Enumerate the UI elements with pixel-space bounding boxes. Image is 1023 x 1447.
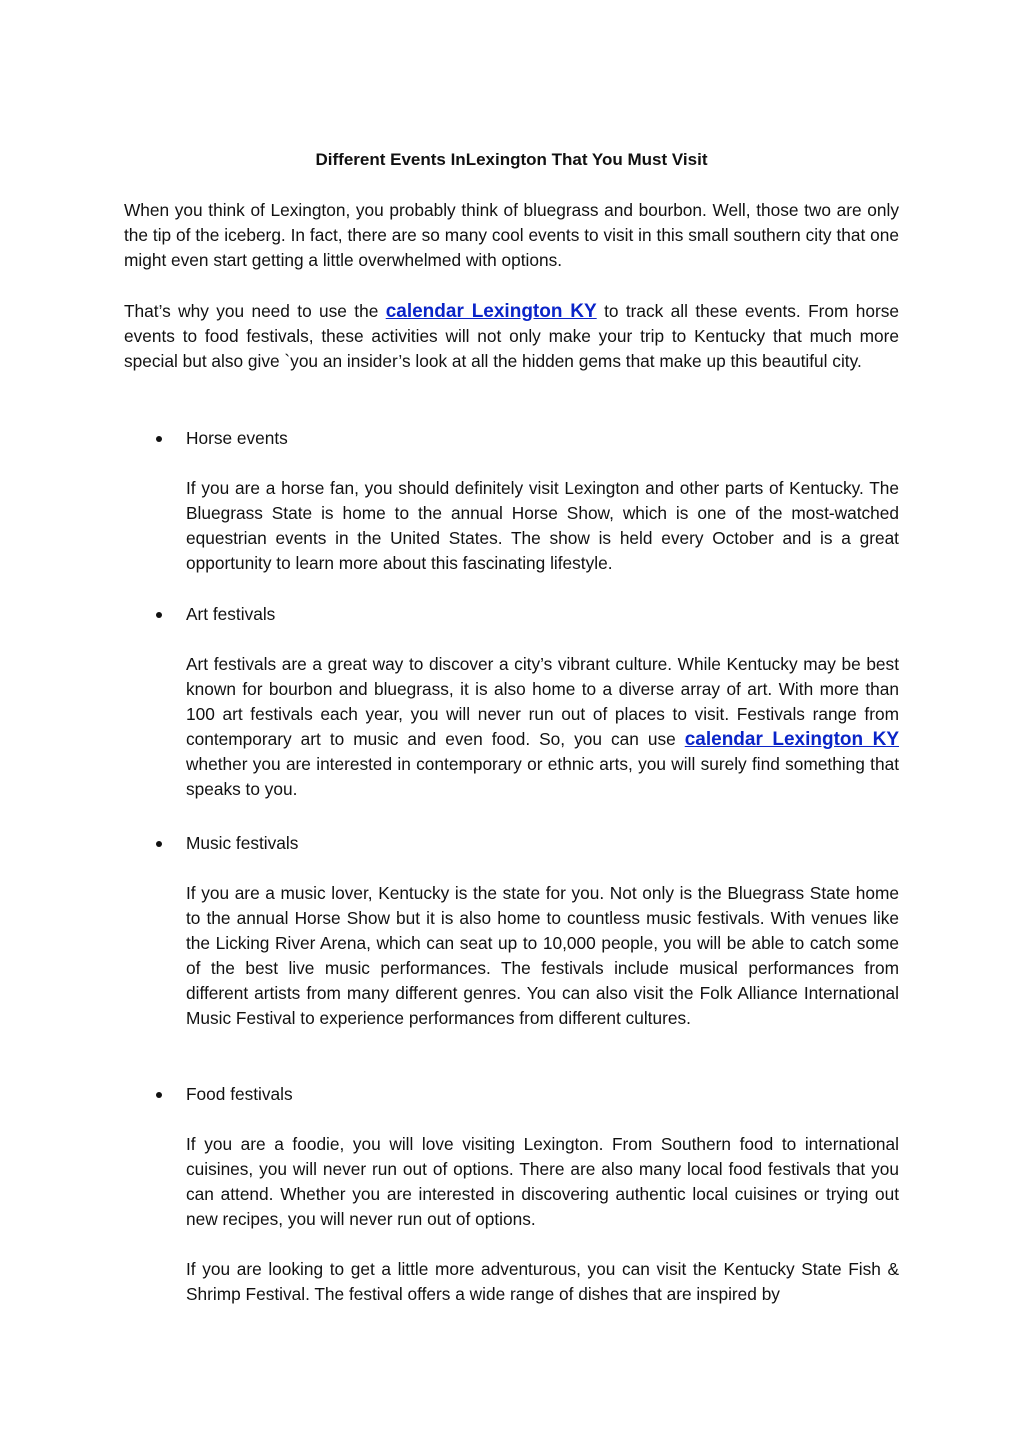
calendar-paragraph-tail: to track all these events. From horse events to food festivals, these activities will not only make your trip to Kentucky that much more special but also give `you an insider’s look at all the hidden gems that make up this beautiful city.	[124, 301, 899, 371]
art-festivals-paragraph	[186, 652, 899, 802]
horse-events-paragraph: If you are a horse fan, you should definitely visit Lexington and other parts of Kentucky. The Bluegrass State is home to the annual Horse Show, which is one of the most-watched equestrian events in the United States. The show is held every October and is a great opportunity to learn more about this fascinating lifestyle.	[186, 478, 899, 573]
section-heading: Food festivals	[186, 1084, 293, 1104]
section-heading: Art festivals	[186, 604, 276, 624]
calendar-lexington-link-2[interactable]: calendar Lexington KY	[684, 729, 900, 750]
section-heading: Horse events	[186, 428, 288, 448]
bullet-icon	[156, 436, 162, 442]
art-festivals-lead: Art festivals are a great way to discover a city’s vibrant culture. While Kentucky may be best known for bourbon and bluegrass, it is also home to a diverse array of art. With more than 100 art festivals each year, you will never run out of places to visit. Festivals range from contemporary art to music and even food. So, you can use	[186, 654, 899, 749]
art-festivals-tail: whether you are interested in contemporary or ethnic arts, you will surely find something that speaks to you.	[186, 754, 899, 799]
intro-paragraph: When you think of Lexington, you probably think of bluegrass and bourbon. Well, those two are only the tip of the iceberg. In fact, there are so many cool events to visit in this small southern city that one might even start getting a little overwhelmed with options.	[124, 200, 899, 270]
food-festivals-paragraph-2: If you are looking to get a little more adventurous, you can visit the Kentucky State Fish & Shrimp Festival. The festival offers a wide range of dishes that are inspired by	[186, 1259, 899, 1304]
calendar-lexington-link[interactable]: calendar Lexington KY	[385, 301, 597, 322]
bullet-icon	[156, 841, 162, 847]
calendar-paragraph-lead: That’s why you need to use the	[124, 301, 386, 321]
food-festivals-paragraph: If you are a foodie, you will love visiting Lexington. From Southern food to international cuisines, you will never run out of options. There are also many local food festivals that you can attend. Whether you are interested in discovering authentic local cuisines or trying out new recipes, you will never run out of options.	[186, 1134, 899, 1229]
calendar-paragraph	[124, 299, 899, 374]
document-title: Different Events InLexington That You Must Visit	[315, 150, 708, 169]
bullet-icon	[156, 612, 162, 618]
bullet-icon	[156, 1092, 162, 1098]
section-heading: Music festivals	[186, 833, 299, 853]
music-festivals-paragraph: If you are a music lover, Kentucky is the state for you. Not only is the Bluegrass State home to the annual Horse Show but it is also home to countless music festivals. With venues like the Licking River Arena, which can seat up to 10,000 people, you will be able to catch some of the best live music performances. The festivals include musical performances from different artists from many different genres. You can also visit the Folk Alliance International Music Festival to experience performances from different cultures.	[186, 883, 899, 1028]
